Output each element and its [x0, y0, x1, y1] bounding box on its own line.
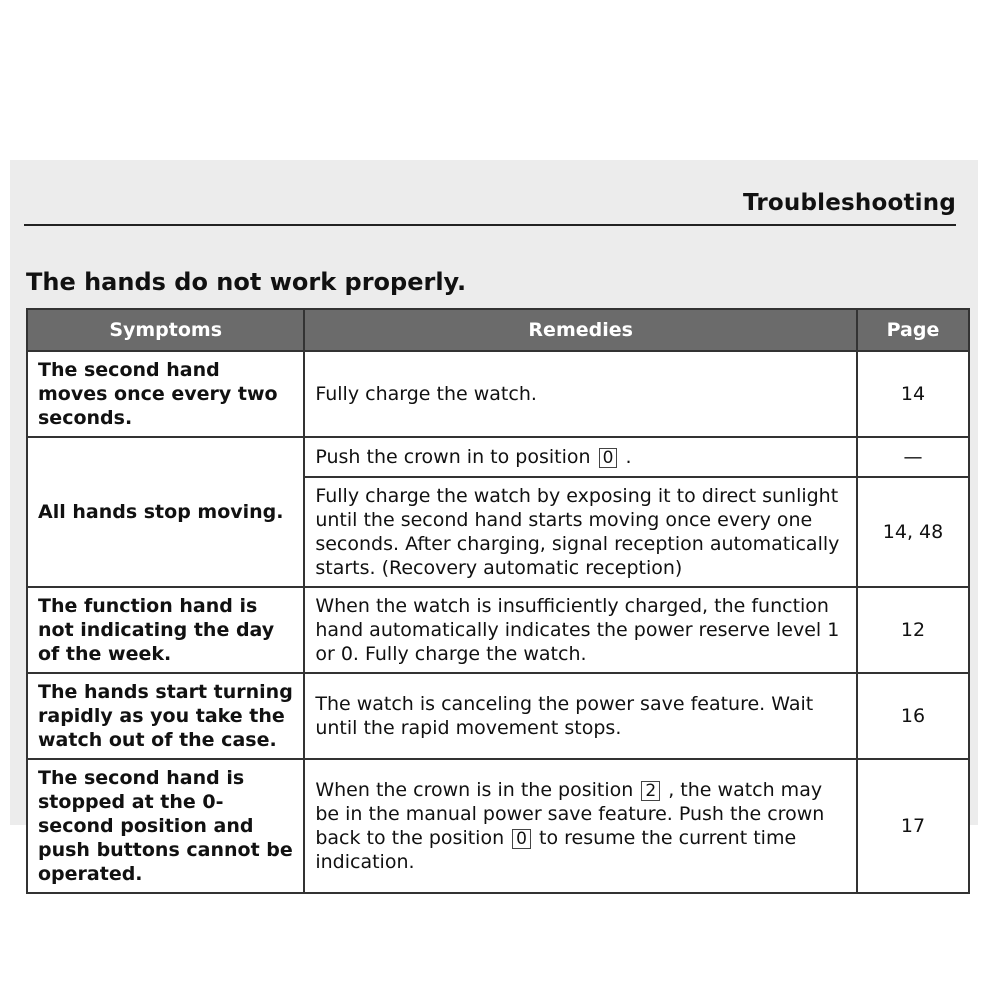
remedy-text: , the watch may be in the manual power save feature. Push the crown back to the position — [315, 779, 825, 849]
remedy-cell: The watch is canceling the power save feature. Wait until the rapid movement stops. — [304, 673, 857, 759]
remedy-cell — [304, 759, 857, 893]
header-rule — [24, 224, 956, 226]
crown-position-box: 2 — [641, 781, 660, 801]
page-cell: — — [857, 437, 969, 477]
remedy-text: to resume the current time indication. — [315, 827, 797, 873]
page-cell: 17 — [857, 759, 969, 893]
table-row — [27, 351, 969, 437]
header-symptoms: Symptoms — [27, 309, 304, 351]
page-cell: 14 — [857, 351, 969, 437]
symptom-cell: The hands start turning rapidly as you take the watch out of the case. — [27, 673, 304, 759]
remedy-cell: When the watch is insufficiently charged, the function hand automatically indicates the power reserve level 1 or 0. Fully charge the watch. — [304, 587, 857, 673]
manual-page — [10, 160, 978, 885]
table-row — [27, 673, 969, 759]
remedy-text: When the crown is in the position — [315, 779, 640, 801]
table-row — [27, 587, 969, 673]
table-row — [27, 759, 969, 893]
remedy-cell: Fully charge the watch. — [304, 351, 857, 437]
crown-position-box: 0 — [599, 448, 618, 468]
symptom-cell: The second hand is stopped at the 0-second position and push buttons cannot be operated. — [27, 759, 304, 893]
symptom-cell: The function hand is not indicating the day of the week. — [27, 587, 304, 673]
page-cell: 12 — [857, 587, 969, 673]
remedy-text: Push the crown in to position — [315, 446, 597, 468]
remedy-text: . — [619, 446, 632, 468]
remedy-cell: Fully charge the watch by exposing it to direct sunlight until the second hand starts moving once every one seconds. After charging, signal reception automatically starts. (Recovery automatic reception) — [304, 477, 857, 587]
symptom-cell: The second hand moves once every two seconds. — [27, 351, 304, 437]
header-page: Page — [857, 309, 969, 351]
table-row — [27, 437, 969, 477]
section-title: Troubleshooting — [742, 190, 956, 216]
symptom-cell: All hands stop moving. — [27, 437, 304, 587]
crown-position-box: 0 — [512, 829, 531, 849]
page-cell: 16 — [857, 673, 969, 759]
troubleshooting-table — [26, 308, 970, 894]
remedy-cell — [304, 437, 857, 477]
page-cell: 14, 48 — [857, 477, 969, 587]
table-header-row — [27, 309, 969, 351]
page-heading: The hands do not work properly. — [26, 268, 467, 296]
header-remedies: Remedies — [304, 309, 857, 351]
